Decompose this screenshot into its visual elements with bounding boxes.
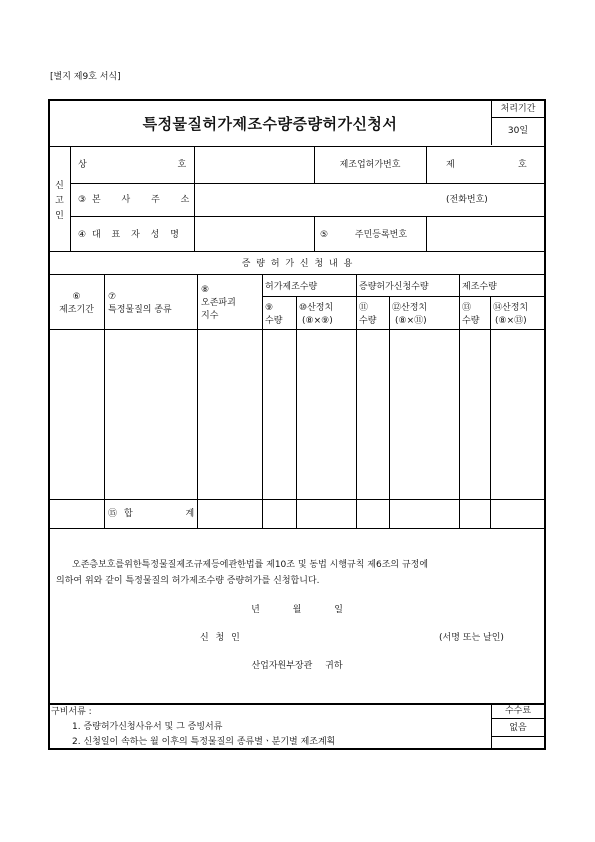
total-label: 합 계 [124,509,195,519]
col8-label-1: 오존파괴 [201,298,236,308]
license-number-label: 제조업허가번호 [339,160,401,170]
recipient: 산업자원부장관 귀하 [251,661,343,671]
applicant-side-label-2: 고 [55,196,64,206]
rrn-num: ⑤ [320,230,329,240]
rrn-field[interactable] [427,217,544,250]
license-suffix: 호 [518,160,527,170]
processing-period-label: 처리기간 [500,104,536,114]
license-prefix: 제 [446,160,455,170]
line-applicant-bottom [49,251,545,252]
col7-num: ⑦ [108,292,117,302]
representative-num: ④ [78,230,87,240]
address-label: 본 사 주 소 [92,195,190,205]
col9-label: 수량 [265,316,283,326]
col8-num: ⑧ [201,285,210,295]
rrn-label: 주민등록번호 [354,230,408,240]
col13-num: ⑬ [462,303,472,313]
col11-num: ⑪ [359,303,369,313]
col10-formula: (⑧×⑨) [302,316,333,326]
col9-num: ⑨ [265,303,274,313]
applicant-side-label-3: 인 [55,211,64,221]
line-docs-top [49,703,545,705]
content-header: 증 량 허 가 신 청 내 용 [241,259,353,269]
documents-item-1: 1. 증량허가신청사유서 및 그 증빙서류 [72,722,223,732]
fee-value: 없음 [509,723,527,733]
phone-hint: (전화번호) [446,195,488,205]
business-name-field[interactable] [195,147,313,182]
col13-label: 수량 [462,316,480,326]
col8-label-2: 지수 [201,311,219,321]
col14-formula: (⑧×⑬) [495,316,527,326]
total-num: ⑮ [108,509,118,519]
fee-inner-line [491,718,545,719]
col14-label: ⑭산정치 [493,303,529,313]
col10-label: ⑩산정치 [299,303,334,313]
license-number-field[interactable] [456,147,514,182]
declaration-line-2: 의하여 위와 같이 특정물질의 허가제조수량 증량허가를 신청합니다. [56,576,320,586]
documents-item-2: 2. 신청일이 속하는 월 이후의 특정물질의 종류별ㆍ분기별 제조계획 [72,737,336,747]
group-produced-qty: 제조수량 [462,282,497,292]
fee-bottom-line [491,736,545,737]
group-permit-qty: 허가제조수량 [265,282,318,292]
representative-label: 대 표 자 성 명 [92,230,179,240]
address-field[interactable] [195,184,443,215]
documents-label: 구비서류 : [51,707,92,717]
line-group-header [262,296,545,297]
line-content-header [49,274,545,275]
applicant-signature-field[interactable] [268,628,428,646]
line-total-top [49,499,545,500]
signature-hint: (서명 또는 날인) [439,633,504,643]
declaration-line-1: 오존층보호를위한특정물질제조규제등에관한법률 제10조 및 동법 시행규칙 제6조의 규정에 [72,560,429,570]
processing-inner-line [491,117,545,118]
rrn-divider-left [314,216,315,251]
col6-label: 제조기간 [59,305,94,315]
group-increase-qty: 증량허가신청수량 [359,282,429,292]
form-reference: [별지 제9호 서식] [50,72,121,82]
col6-num: ⑥ [72,292,81,302]
table-data-area[interactable] [50,330,544,498]
business-name-label: 상 호 [78,160,187,170]
side-divider [70,146,71,251]
page-title: 특정물질허가제조수량증량허가신청서 [142,115,398,133]
license-divider-right [426,146,427,183]
col7-label: 특정물질의 종류 [108,305,172,315]
address-num: ③ [78,195,87,205]
line-total-bottom [49,528,545,529]
application-date: 년 월 일 [251,605,343,615]
fee-label: 수수료 [504,706,532,716]
applicant-side-label-1: 신 [55,181,64,191]
representative-field[interactable] [195,217,313,250]
col11-label: 수량 [359,316,377,326]
processing-period-value: 30일 [507,126,529,136]
applicant-label: 신 청 인 [200,633,240,643]
col12-formula: (⑧×⑪) [395,316,427,326]
col12-label: ⑫산정치 [392,303,428,313]
